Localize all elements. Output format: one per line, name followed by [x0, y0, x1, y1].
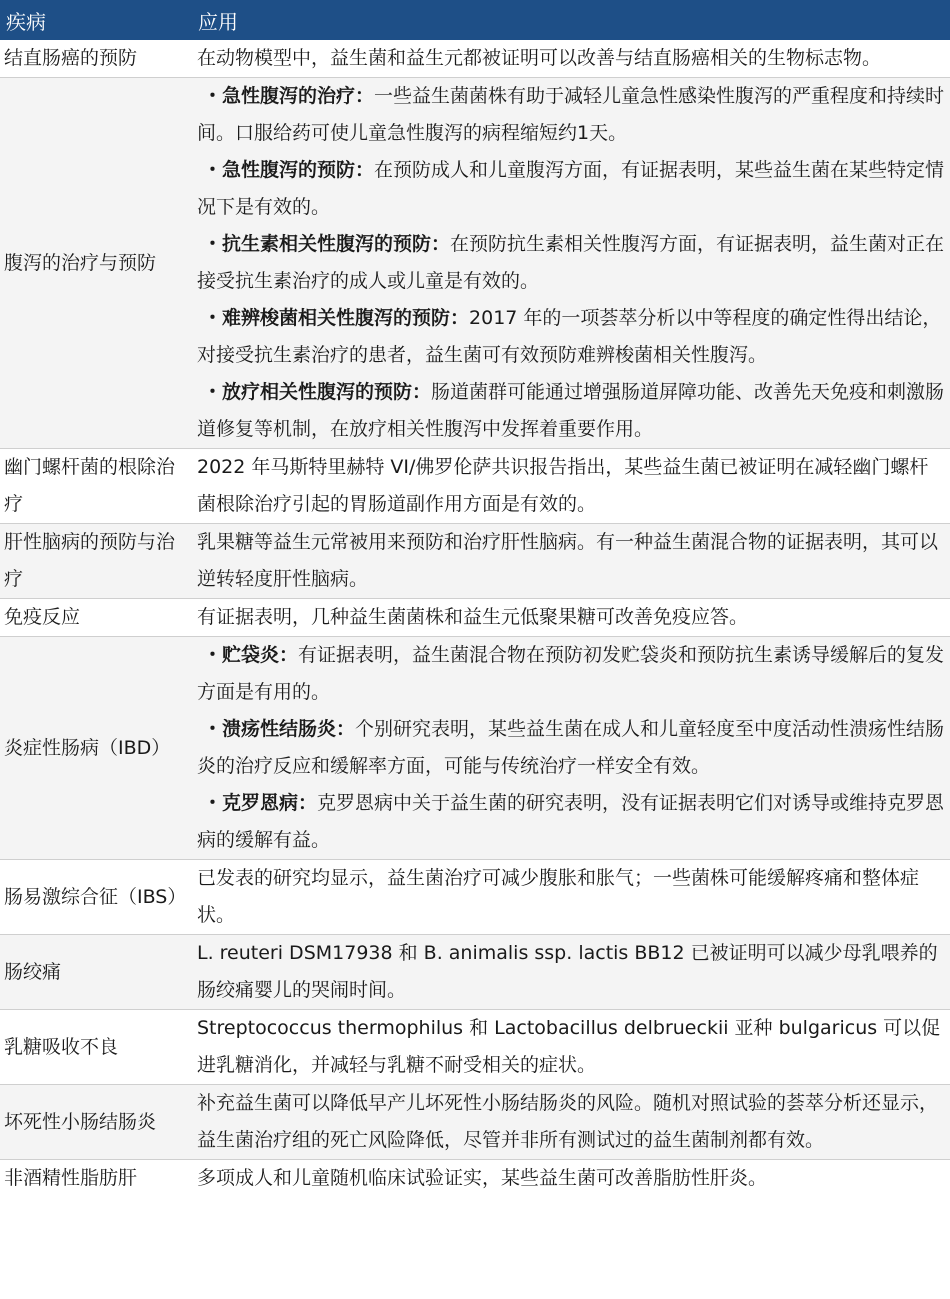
item-heading: 难辨梭菌相关性腹泻的预防：: [222, 307, 470, 329]
item-body: 肠道菌群可能通过增强肠道屏障功能、改善先天免疫和刺激肠道修复等机制，在放疗相关性腹泻中发挥着重要作用。: [197, 381, 945, 440]
application-cell: [192, 637, 950, 860]
disease-cell: 坏死性小肠结肠炎: [0, 1085, 192, 1160]
disease-cell: 肝性脑病的预防与治疗: [0, 524, 192, 599]
table-row: [0, 599, 950, 637]
item-heading: 抗生素相关性腹泻的预防：: [222, 233, 451, 255]
item-body: 2017 年的一项荟萃分析以中等程度的确定性得出结论，对接受抗生素治疗的患者，益生菌可有效预防难辨梭菌相关性腹泻。: [197, 307, 942, 366]
application-cell: 多项成人和儿童随机临床试验证实，某些益生菌可改善脂肪性肝炎。: [197, 1167, 768, 1189]
list-item: [197, 300, 946, 374]
application-cell: 补充益生菌可以降低早产儿坏死性小肠结肠炎的风险。随机对照试验的荟萃分析还显示，益生菌治疗组的死亡风险降低，尽管并非所有测试过的益生菌制剂都有效。: [192, 1085, 950, 1160]
list-item: [197, 78, 946, 152]
disease-cell: 炎症性肠病（IBD）: [0, 637, 192, 860]
item-body: 个别研究表明，某些益生菌在成人和儿童轻度至中度活动性溃疡性结肠炎的治疗反应和缓解率方面，可能与传统治疗一样安全有效。: [197, 718, 945, 777]
application-cell: L. reuteri DSM17938 和 B. animalis ssp. lactis BB12 已被证明可以减少母乳喂养的肠绞痛婴儿的哭闹时间。: [192, 935, 950, 1010]
disease-cell: 肠绞痛: [0, 935, 192, 1010]
disease-cell: 非酒精性脂肪肝: [4, 1167, 138, 1189]
item-body: 在预防抗生素相关性腹泻方面，有证据表明，益生菌对正在接受抗生素治疗的成人或儿童是有效的。: [197, 233, 945, 292]
bullet-mark: ・: [203, 381, 223, 403]
header-disease: 疾病: [0, 0, 192, 40]
header-application: 应用: [192, 0, 950, 40]
item-heading: 急性腹泻的治疗：: [222, 85, 375, 107]
bullet-mark: ・: [203, 718, 223, 740]
item-body: 在预防成人和儿童腹泻方面，有证据表明，某些益生菌在某些特定情况下是有效的。: [197, 159, 945, 218]
bullet-mark: ・: [203, 233, 223, 255]
table-row: [0, 1085, 950, 1160]
table-row: [0, 449, 950, 524]
application-cell: 有证据表明，几种益生菌菌株和益生元低聚果糖可改善免疫应答。: [192, 599, 950, 637]
table-row: [0, 860, 950, 935]
item-heading: 放疗相关性腹泻的预防：: [222, 381, 432, 403]
item-body: 克罗恩病中关于益生菌的研究表明，没有证据表明它们对诱导或维持克罗恩病的缓解有益。: [197, 792, 945, 851]
item-body: 一些益生菌菌株有助于减轻儿童急性感染性腹泻的严重程度和持续时间。口服给药可使儿童急性腹泻的病程缩短约1天。: [197, 85, 945, 144]
table-row: [0, 935, 950, 1010]
item-heading: 贮袋炎：: [222, 644, 299, 666]
table-row: [0, 78, 950, 449]
application-cell: 已发表的研究均显示，益生菌治疗可减少腹胀和胀气；一些菌株可能缓解疼痛和整体症状。: [192, 860, 950, 935]
table-header-row: [0, 0, 950, 40]
disease-cell: 结直肠癌的预防: [0, 40, 192, 78]
list-item: [197, 711, 946, 785]
list-item: [197, 637, 946, 711]
application-cell: 2022 年马斯特里赫特 VI/佛罗伦萨共识报告指出，某些益生菌已被证明在减轻幽门螺杆菌根除治疗引起的胃肠道副作用方面是有效的。: [192, 449, 950, 524]
bullet-mark: ・: [203, 792, 223, 814]
bullet-mark: ・: [203, 307, 223, 329]
disease-cell: 幽门螺杆菌的根除治疗: [0, 449, 192, 524]
table-row: [0, 1160, 950, 1198]
application-cell: 乳果糖等益生元常被用来预防和治疗肝性脑病。有一种益生菌混合物的证据表明，其可以逆转轻度肝性脑病。: [192, 524, 950, 599]
disease-cell: 腹泻的治疗与预防: [0, 78, 192, 449]
disease-cell: 免疫反应: [0, 599, 192, 637]
table-body: [0, 40, 950, 1197]
item-heading: 急性腹泻的预防：: [222, 159, 375, 181]
disease-cell: 乳糖吸收不良: [0, 1010, 192, 1085]
list-item: [197, 374, 946, 448]
table-row: [0, 40, 950, 78]
bullet-mark: ・: [203, 85, 223, 107]
bullet-mark: ・: [203, 159, 223, 181]
list-item: [197, 226, 946, 300]
list-item: [197, 785, 946, 859]
disease-cell: 肠易激综合征（IBS）: [0, 860, 192, 935]
item-body: 有证据表明，益生菌混合物在预防初发贮袋炎和预防抗生素诱导缓解后的复发方面是有用的。: [197, 644, 945, 703]
table-row: [0, 637, 950, 860]
table-row: [0, 1010, 950, 1085]
application-cell: Streptococcus thermophilus 和 Lactobacillus delbrueckii 亚种 bulgaricus 可以促进乳糖消化，并减轻与乳糖不耐受相关的症状。: [192, 1010, 950, 1085]
table-row: [0, 524, 950, 599]
bullet-mark: ・: [203, 644, 223, 666]
application-cell: 在动物模型中，益生菌和益生元都被证明可以改善与结直肠癌相关的生物标志物。: [192, 40, 950, 78]
item-heading: 溃疡性结肠炎：: [222, 718, 356, 740]
item-heading: 克罗恩病：: [222, 792, 318, 814]
list-item: [197, 152, 946, 226]
application-cell: [192, 78, 950, 449]
